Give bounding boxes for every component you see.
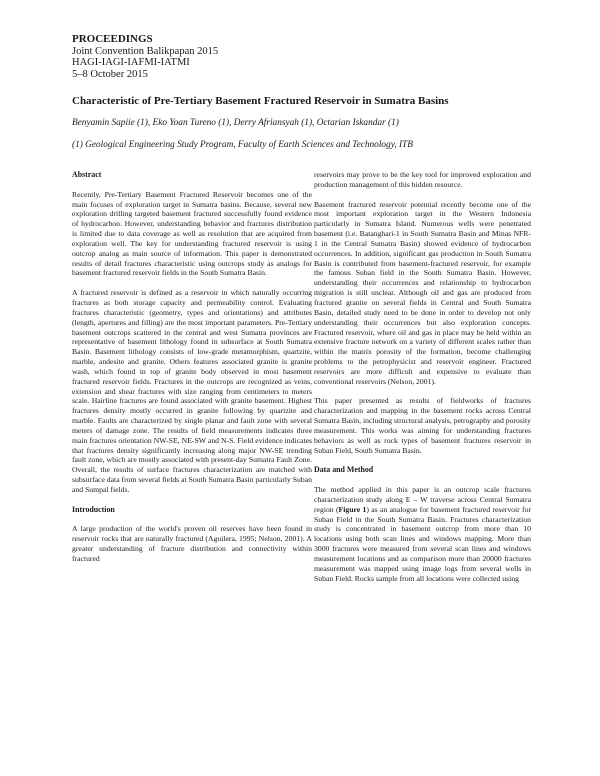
data-method-heading: Data and Method bbox=[314, 465, 374, 475]
paper-title: Characteristic of Pre-Tertiary Basement Fractured Reservoir in Sumatra Basins bbox=[72, 95, 449, 107]
proceedings-header bbox=[72, 34, 218, 80]
data-method-text-b: ) as an analogue for basement fractured reservoir for Suban Field in the South Sumatra Basin. Fractures characterization study is concentrated in basement outcrop from more than 10 locations using both scan lines and windows mapping. More than 3000 fractures were measured from several scan lines and windows measurement locations and as comparison more than 20000 fractures measurement was mapped using image logs from several wells in Suban Field. Rocks sample from all locations were collected using bbox=[314, 504, 532, 583]
abstract-paragraph-1: Recently, Pre-Tertiary Basement Fractured Reservoir becomes one of the main focuses of exploration target in Sumatra basins. Because, several new exploration drilling targeted basement fractured successfully found evidence of hydrocarbon. However, understanding behavior and fractures distribution is limited due to data coverage as well as resolution that are acquired from exploration well. The key for understanding fractured reservoir is using outcrop analog as main source of information. This paper is demonstrated results of detail fractures characteristic using outcrops study as analogs for basement fractured reservoir fields in the South Sumatra Basin. bbox=[72, 189, 312, 278]
left-column bbox=[72, 170, 312, 574]
right-column bbox=[314, 170, 531, 593]
organizations: HAGI-IAGI-IAFMI-IATMI bbox=[72, 57, 190, 68]
intro-continuation: reservoirs may prove to be the key tool for improved exploration and production management of this hidden resource. bbox=[314, 170, 531, 189]
convention-dates: 5–8 October 2015 bbox=[72, 68, 148, 80]
introduction-paragraph-1: A large production of the world's proven oil reserves have been found in reservoir rocks that are naturally fractured (Aguilera, 1995; Nelson, 2001). A greater understanding of fracture distribution and connectivity within fractured bbox=[72, 524, 312, 563]
intro-paragraph-2: Basement fractured reservoir potential recently become one of the most important exploration target in the Western Indonesia particularly in Sumatra Island. Numerous wells were penetrated basement (i.e. Batanghari-1 in South Sumatra Basin and Minas NFR-1 in the Central Sumatra Basin) showed evidence of hydrocarbon occurrences. In addition, significant gas production in South Sumatra Basin is contributed from basement-fractured reservoir, for example the famous Suban field in the South Sumatra Basin. However, understanding their occurrences and relationship to hydrocarbon migration is still unclear. Although oil and gas are produced from fractured granite on several fields in Central and South Sumatra Basin, detailed study need to be done in order to develop not only understanding their occurrences but also exploration concepts. Fractured reservoir, where oil and gas in place may be held within an extensive fracture network on a variety of different scales rather than within the matrix porosity of the formation, become challenging problems to the petrophysicist and reservoir engineer. Fractured reservoirs are more difficult and expensive to evaluate than conventional reservoirs (Nelson, 2001). bbox=[314, 199, 531, 386]
introduction-heading: Introduction bbox=[72, 504, 115, 514]
intro-paragraph-3: This paper presented as results of fieldworks of fractures characterization and mapping in the basement rocks across Central Sumatra Basin, including structural analysis, petrography and porosity measurement. This works was aiming for understanding fractures behaviors as well as rock types of basement fractures reservoir in Suban Field, South Sumatra Basin. bbox=[314, 396, 531, 455]
figure-1-reference: Figure 1 bbox=[338, 504, 367, 514]
abstract-heading: Abstract bbox=[72, 170, 102, 179]
convention-name: Joint Convention Balikpapan 2015 bbox=[72, 45, 219, 57]
data-method-paragraph bbox=[314, 485, 531, 583]
proceedings-label: PROCEEDINGS bbox=[72, 33, 153, 45]
data-method-text-a: The method applied in this paper is an outcrop scale fractures characterization study along E – W traverse across Central Sumatra region ( bbox=[314, 485, 531, 514]
author-list: Benyamin Sapiie (1), Eko Yoan Tureno (1), Derry Afriansyah (1), Octarian Iskandar (1) bbox=[72, 118, 399, 128]
abstract-paragraph-2: A fractured reservoir is defined as a reservoir in which naturally occurring fractures as both storage capacity and permeability control. Evaluating fractures characteristic (geometry, types and orientations) and attributes (length, apertures and filling) are the most important parameters. Pre-Tertiary basement outcrops scattered in the central and west Sumatra provinces are representative of basement lithology found in subsurface at South Sumatra Basin. Basement lithology consists of low-grade metamorphism, quartzite, marble, andesite and granite. Others features associated granite is granite wash, which found in top of granite body observed in most basement fractured reservoir fields. Fractures in the outcrops are recognized as veins, extension and shear fractures with size ranging from centimeters to meters scale. Hairline fractures are found associated with granite basement. Highest fractures density mostly occurred in granite following by quartzite and marble. Faults are characterized by single planar and fault zone with several meters of damage zone. The results of field measurements indicates three main fractures orientation NW-SE, NE-SW and N-S. Field evidence indicates that fractures density significantly increasing along major NW-SE trending fault zone, which are mostly associated with present-day Sumatra Fault Zone. Overall, the results of surface fractures characterization are matched with subsurface data from several fields at South Sumatra Basin particularly Suban and Sumpal fields. bbox=[72, 288, 312, 494]
affiliation: (1) Geological Engineering Study Program, Faculty of Earth Sciences and Technology, ITB bbox=[72, 140, 413, 150]
